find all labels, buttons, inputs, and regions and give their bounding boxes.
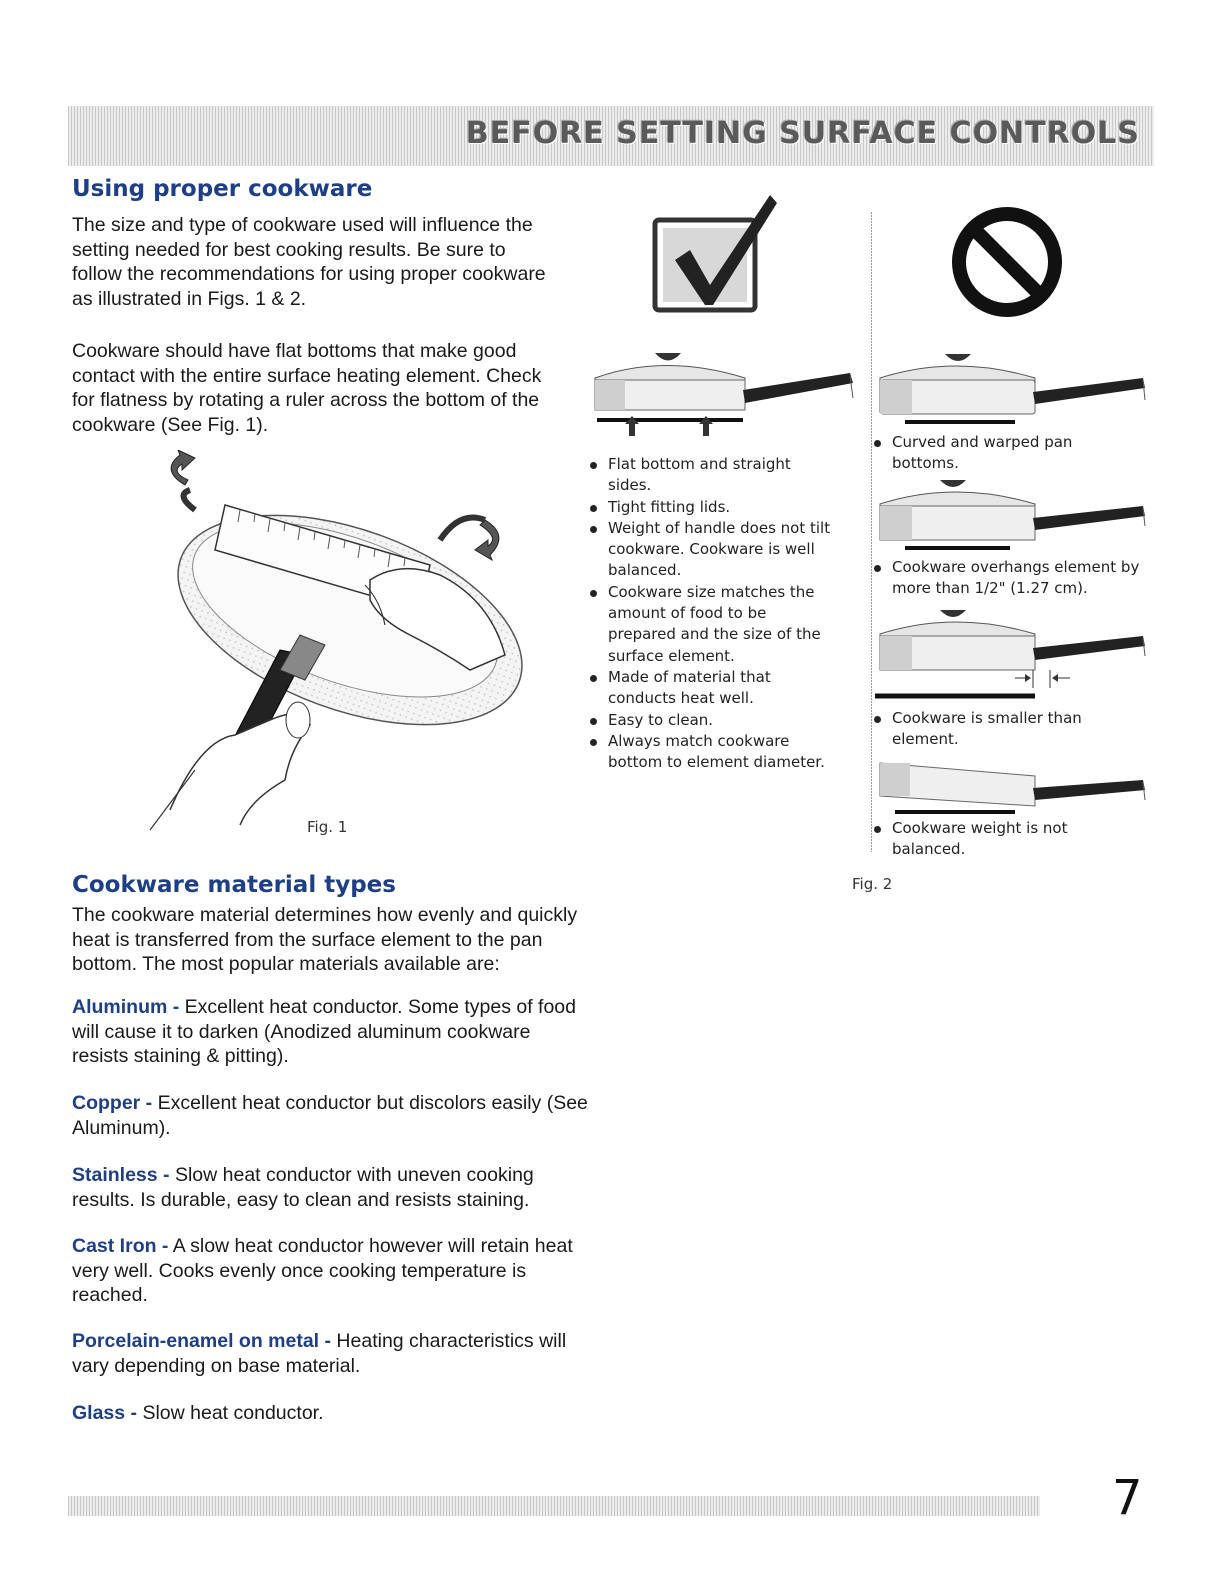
good-bullet: Weight of handle does not tilt cookware. Cookware is well balanced. [588,518,838,582]
material-porcelain-enamel [72,1329,592,1378]
overhang-pan-illustration [875,478,1155,558]
good-bullet: Made of material that conducts heat well. [588,667,838,710]
footer-bar [68,1496,1040,1516]
material-name: Copper - [72,1092,153,1114]
fig2-label: Fig. 2 [852,875,893,893]
good-bullet: Flat bottom and straight sides. [588,454,838,497]
material-desc: Slow heat conductor. [137,1402,324,1424]
bad-bullet: Cookware is smaller than element. [872,708,1152,751]
material-name: Cast Iron - [72,1235,169,1257]
material-desc: Excellent heat conductor but discolors easily (See Aluminum). [72,1092,588,1139]
material-name: Porcelain-enamel on metal - [72,1330,331,1352]
materials-intro: The cookware material determines how evenly and quickly heat is transferred from the surface element to the pan bottom. The most popular materials available are: [72,904,578,975]
good-bullet: Tight fitting lids. [588,497,838,518]
unbalanced-pan-illustration [875,758,1155,818]
material-desc: Slow heat conductor with uneven cooking results. Is durable, easy to clean and resists staining. [72,1164,534,1211]
banner-title: BEFORE SETTING SURFACE CONTROLS [465,116,1140,151]
good-bullet: Easy to clean. [588,710,838,731]
heading-using-proper-cookware: Using proper cookware [72,176,373,202]
section-banner [68,106,1154,166]
flatness-paragraph: Cookware should have flat bottoms that make good contact with the entire surface heating element. Check for flatness by rotating a ruler across the bottom of the cookware (See Fig. 1). [72,340,542,436]
bad-item-warped [872,432,1132,475]
material-glass [72,1401,592,1426]
bad-item-overhang [872,557,1152,600]
good-pan-illustration [585,348,860,443]
fig1-ruler-illustration [140,450,540,840]
intro-paragraph: The size and type of cookware used will influence the setting needed for best cooking results. Be sure to follow the recommendations for using proper cookware as illustrated in Figs. 1 & 2. [72,214,546,310]
bad-item-smaller [872,708,1152,751]
good-bullet: Cookware size matches the amount of food to be prepared and the size of the surface element. [588,582,838,667]
material-stainless [72,1163,562,1212]
bad-bullet: Cookware weight is not balanced. [872,818,1132,861]
bad-item-unbalanced [872,818,1132,861]
good-bullet: Always match cookware bottom to element diameter. [588,731,838,774]
prohibited-icon [950,205,1065,320]
bad-bullet: Curved and warped pan bottoms. [872,432,1132,475]
material-aluminum [72,995,587,1069]
material-name: Glass - [72,1402,138,1424]
material-desc: A slow heat conductor however will retain heat very well. Cooks evenly once cooking temperature is reached. [72,1235,573,1306]
bad-bullet: Cookware overhangs element by more than 1/2" (1.27 cm). [872,557,1152,600]
fig1-label: Fig. 1 [307,818,348,836]
good-cookware-list [588,454,838,773]
material-name: Stainless - [72,1164,170,1186]
heading-cookware-material-types: Cookware material types [72,872,396,898]
column-divider [871,212,872,852]
small-pan-illustration [875,608,1155,703]
page-number: 7 [1112,1470,1143,1526]
checkmark-icon [645,185,780,320]
material-desc: Heating characteristics will vary depending on base material. [72,1330,567,1377]
warped-pan-illustration [875,352,1155,427]
material-copper [72,1091,592,1140]
material-name: Aluminum - [72,996,180,1018]
material-cast-iron [72,1234,592,1308]
material-desc: Excellent heat conductor. Some types of food will cause it to darken (Anodized aluminum cookware resists staining & pitting). [72,996,576,1067]
